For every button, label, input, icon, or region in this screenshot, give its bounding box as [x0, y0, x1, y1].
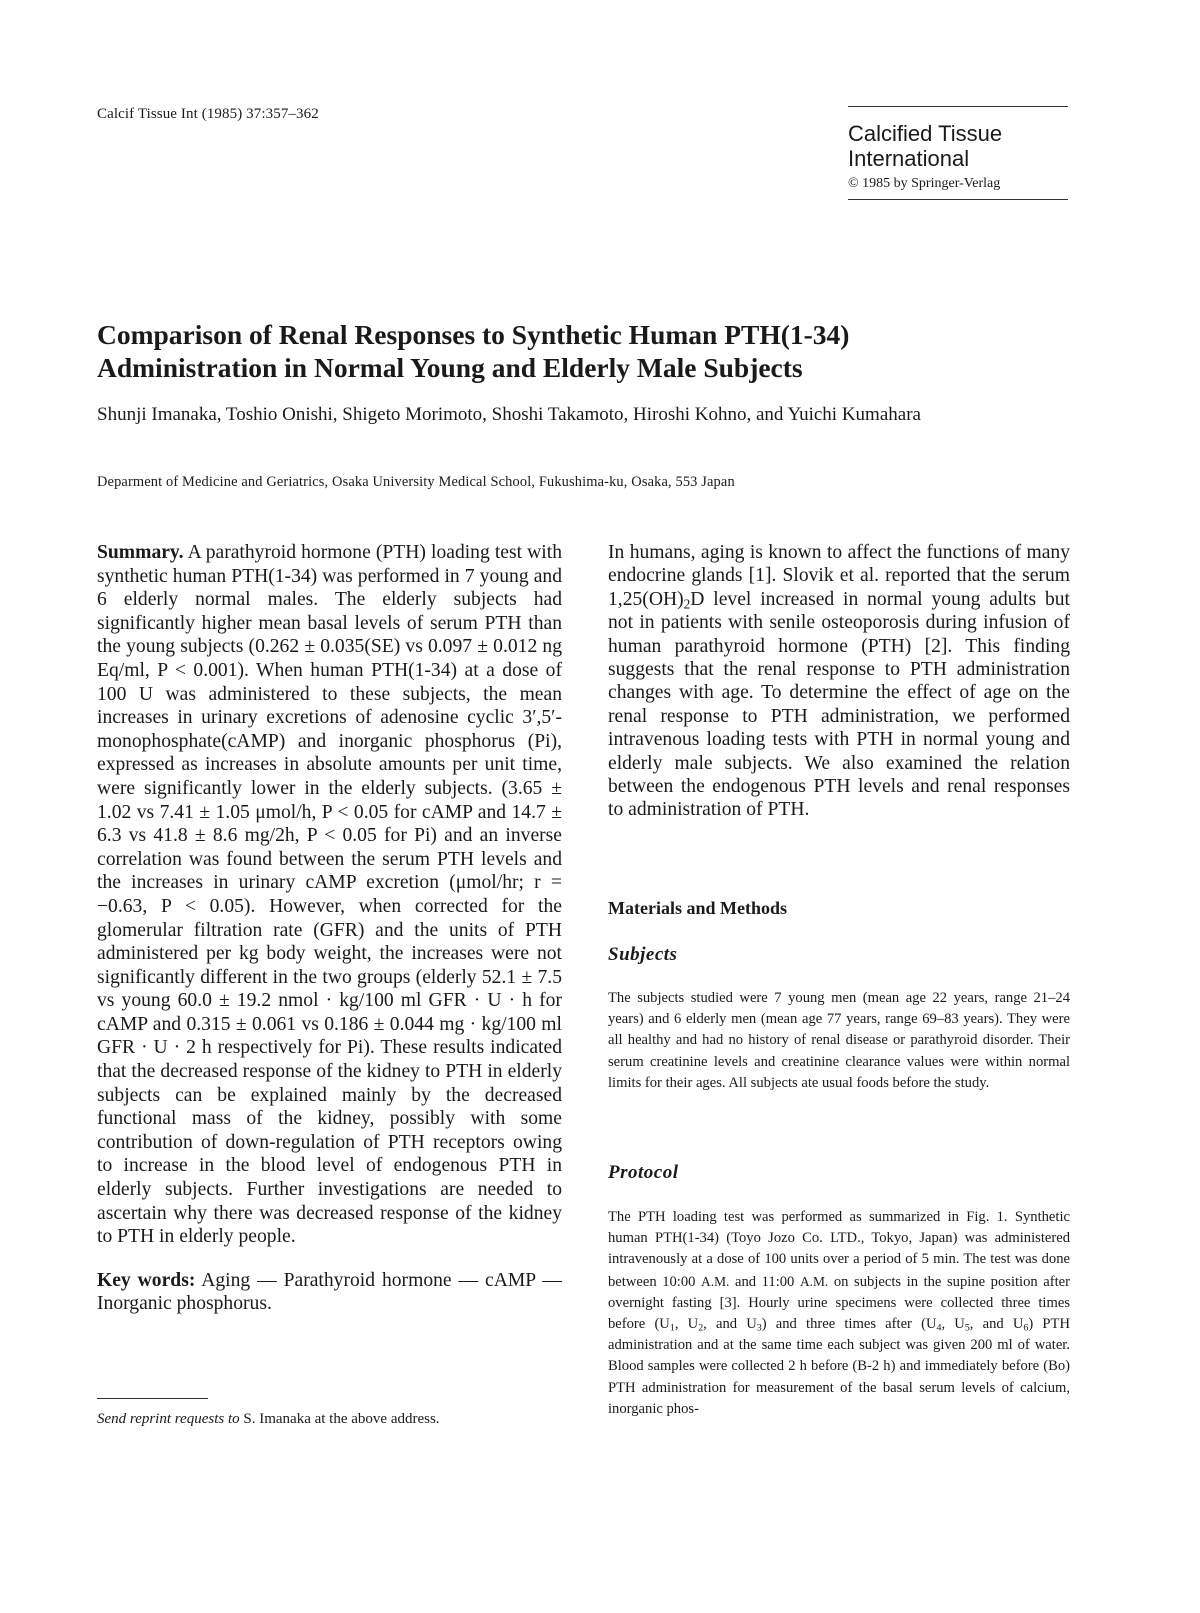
introduction-paragraph: [608, 541, 1070, 822]
time-suffix: A.M.: [701, 1273, 730, 1289]
footnote-lead: Send reprint requests to: [97, 1411, 240, 1427]
affiliation: Deparment of Medicine and Geriatrics, Osaka University Medical School, Fukushima-ku, Osaka, 553 Japan: [97, 474, 735, 490]
journal-name: [848, 121, 1002, 171]
subscript: 2: [698, 1322, 704, 1334]
protocol-paragraph: [608, 1207, 1070, 1420]
journal-rule-bottom: [848, 199, 1068, 200]
protocol-text: The PTH loading test was performed as summarized in Fig. 1. Synthetic human PTH(1-34) (Toyo Jozo Co. LTD., Tokyo, Japan) was administered intravenously at a dose of 100 units over a period of 5 min. The test was done between 10:00: [608, 1209, 1070, 1290]
subscript: 1: [669, 1322, 675, 1334]
journal-citation: Calcif Tissue Int (1985) 37:357–362: [97, 106, 319, 122]
left-column: [97, 541, 562, 1316]
intro-subscript: 2: [683, 596, 691, 612]
journal-rule-top: [848, 106, 1068, 107]
subjects-paragraph: The subjects studied were 7 young men (mean age 22 years, range 21–24 years) and 6 elderly men (mean age 77 years, range 69–83 years). They were all healthy and had no history of renal disease or parathyroid disorder. Their serum creatinine levels and creatinine clearance values were within normal limits for their ages. All subjects ate usual foods before the study.: [608, 990, 1070, 1091]
protocol-text: ) PTH administration and at the same time each subject was given 200 ml of water. Blood samples were collected 2 h before (B-2 h) and immediately before (Bo) PTH administration for measurement of the basal serum levels of calcium, inorganic phos-: [608, 1316, 1070, 1417]
protocol-text: , U: [941, 1316, 965, 1333]
subjects-heading: Subjects: [608, 944, 678, 965]
summary-paragraph: [97, 541, 562, 1249]
author-list: Shunji Imanaka, Toshio Onishi, Shigeto Morimoto, Shoshi Takamoto, Hiroshi Kohno, and Yuichi Kumahara: [97, 404, 921, 425]
intro-text-1: In humans, aging is known to affect the functions of many endocrine glands [1]. Slovik et al. reported that the serum 1,25(OH): [608, 542, 1070, 610]
subscript: 5: [964, 1322, 970, 1334]
reprint-footnote: [97, 1411, 440, 1428]
keywords-text: Aging — Parathyroid hormone — cAMP — Inorganic phosphorus.: [97, 1269, 562, 1315]
footnote-rest: S. Imanaka at the above address.: [243, 1411, 440, 1427]
protocol-text: ) and three times after (U: [761, 1316, 937, 1333]
keywords-label: Key words:: [97, 1269, 196, 1291]
footnote-rule: [97, 1398, 208, 1399]
protocol-text: and 11:00: [734, 1273, 795, 1290]
protocol-text: , and U: [969, 1316, 1024, 1333]
methods-heading: Materials and Methods: [608, 898, 787, 918]
intro-text-2: D level increased in normal young adults but not in patients with senile osteoporosis during infusion of human parathyroid hormone (PTH) [2]. This finding suggests that the renal response to PTH administration changes with age. To determine the effect of age on the renal response to PTH administration, we performed intravenous loading tests with PTH in normal young and elderly male subjects. We also examined the relation between the endogenous PTH levels and renal responses to administration of PTH.: [608, 588, 1070, 821]
keywords-paragraph: [97, 1269, 562, 1316]
protocol-heading: Protocol: [608, 1162, 679, 1183]
summary-label: Summary.: [97, 542, 184, 563]
article-title: Comparison of Renal Responses to Synthetic Human PTH(1-34) Administration in Normal Young and Elderly Male Subjects: [97, 319, 850, 383]
journal-name-line1: Calcified Tissue: [848, 121, 1003, 146]
subscript: 4: [936, 1322, 942, 1334]
subscript: 3: [756, 1322, 762, 1334]
summary-text: A parathyroid hormone (PTH) loading test with synthetic human PTH(1-34) was performed in 7 young and 6 elderly normal males. The elderly subjects had significantly higher mean basal levels of serum PTH than the young subjects (0.262 ± 0.035(SE) vs 0.097 ± 0.012 ng Eq/ml, P < 0.001). When human PTH(1-34) at a dose of 100 U was administered to these subjects, the mean increases in urinary excretions of adenosine cyclic 3′,5′-monophosphate(cAMP) and inorganic phosphorus (Pi), expressed as increases in absolute amounts per unit time, were significantly lower in the elderly subjects. (3.65 ± 1.02 vs 7.41 ± 1.05 μmol/h, P < 0.05 for cAMP and 14.7 ± 6.3 vs 41.8 ± 8.6 mg/2h, P < 0.05 for Pi) and an inverse correlation was found between the serum PTH levels and the increases in urinary cAMP excretion (μmol/hr; r = −0.63, P < 0.05). However, when corrected for the glomerular filtration rate (GFR) and the units of PTH administered per kg body weight, the increases were not significantly different in the two groups (elderly 52.1 ± 7.5 vs young 60.0 ± 19.2 nmol · kg/100 ml GFR · U · h for cAMP and 0.315 ± 0.061 vs 0.186 ± 0.044 mg · kg/100 ml GFR · U · 2 h respectively for Pi). These results indicated that the decreased response of the kidney to PTH in elderly subjects can be explained mainly by the decreased functional mass of the kidney, possibly with some contribution of down-regulation of PTH receptors owing to increase in the blood level of endogenous PTH in elderly subjects. Further investigations are needed to ascertain why there was decreased response of the kidney to PTH in elderly people.: [97, 542, 562, 1248]
copyright-notice: © 1985 by Springer-Verlag: [848, 176, 1001, 191]
protocol-text: on subjects in the supine position after overnight fasting [3]. Hourly urine specimens were collected three times before (U: [608, 1273, 1071, 1333]
protocol-text: , and U: [703, 1316, 757, 1333]
journal-name-line2: International: [848, 146, 970, 171]
subscript: 6: [1023, 1322, 1029, 1334]
time-suffix: A.M.: [799, 1273, 829, 1289]
protocol-text: , U: [674, 1316, 699, 1333]
